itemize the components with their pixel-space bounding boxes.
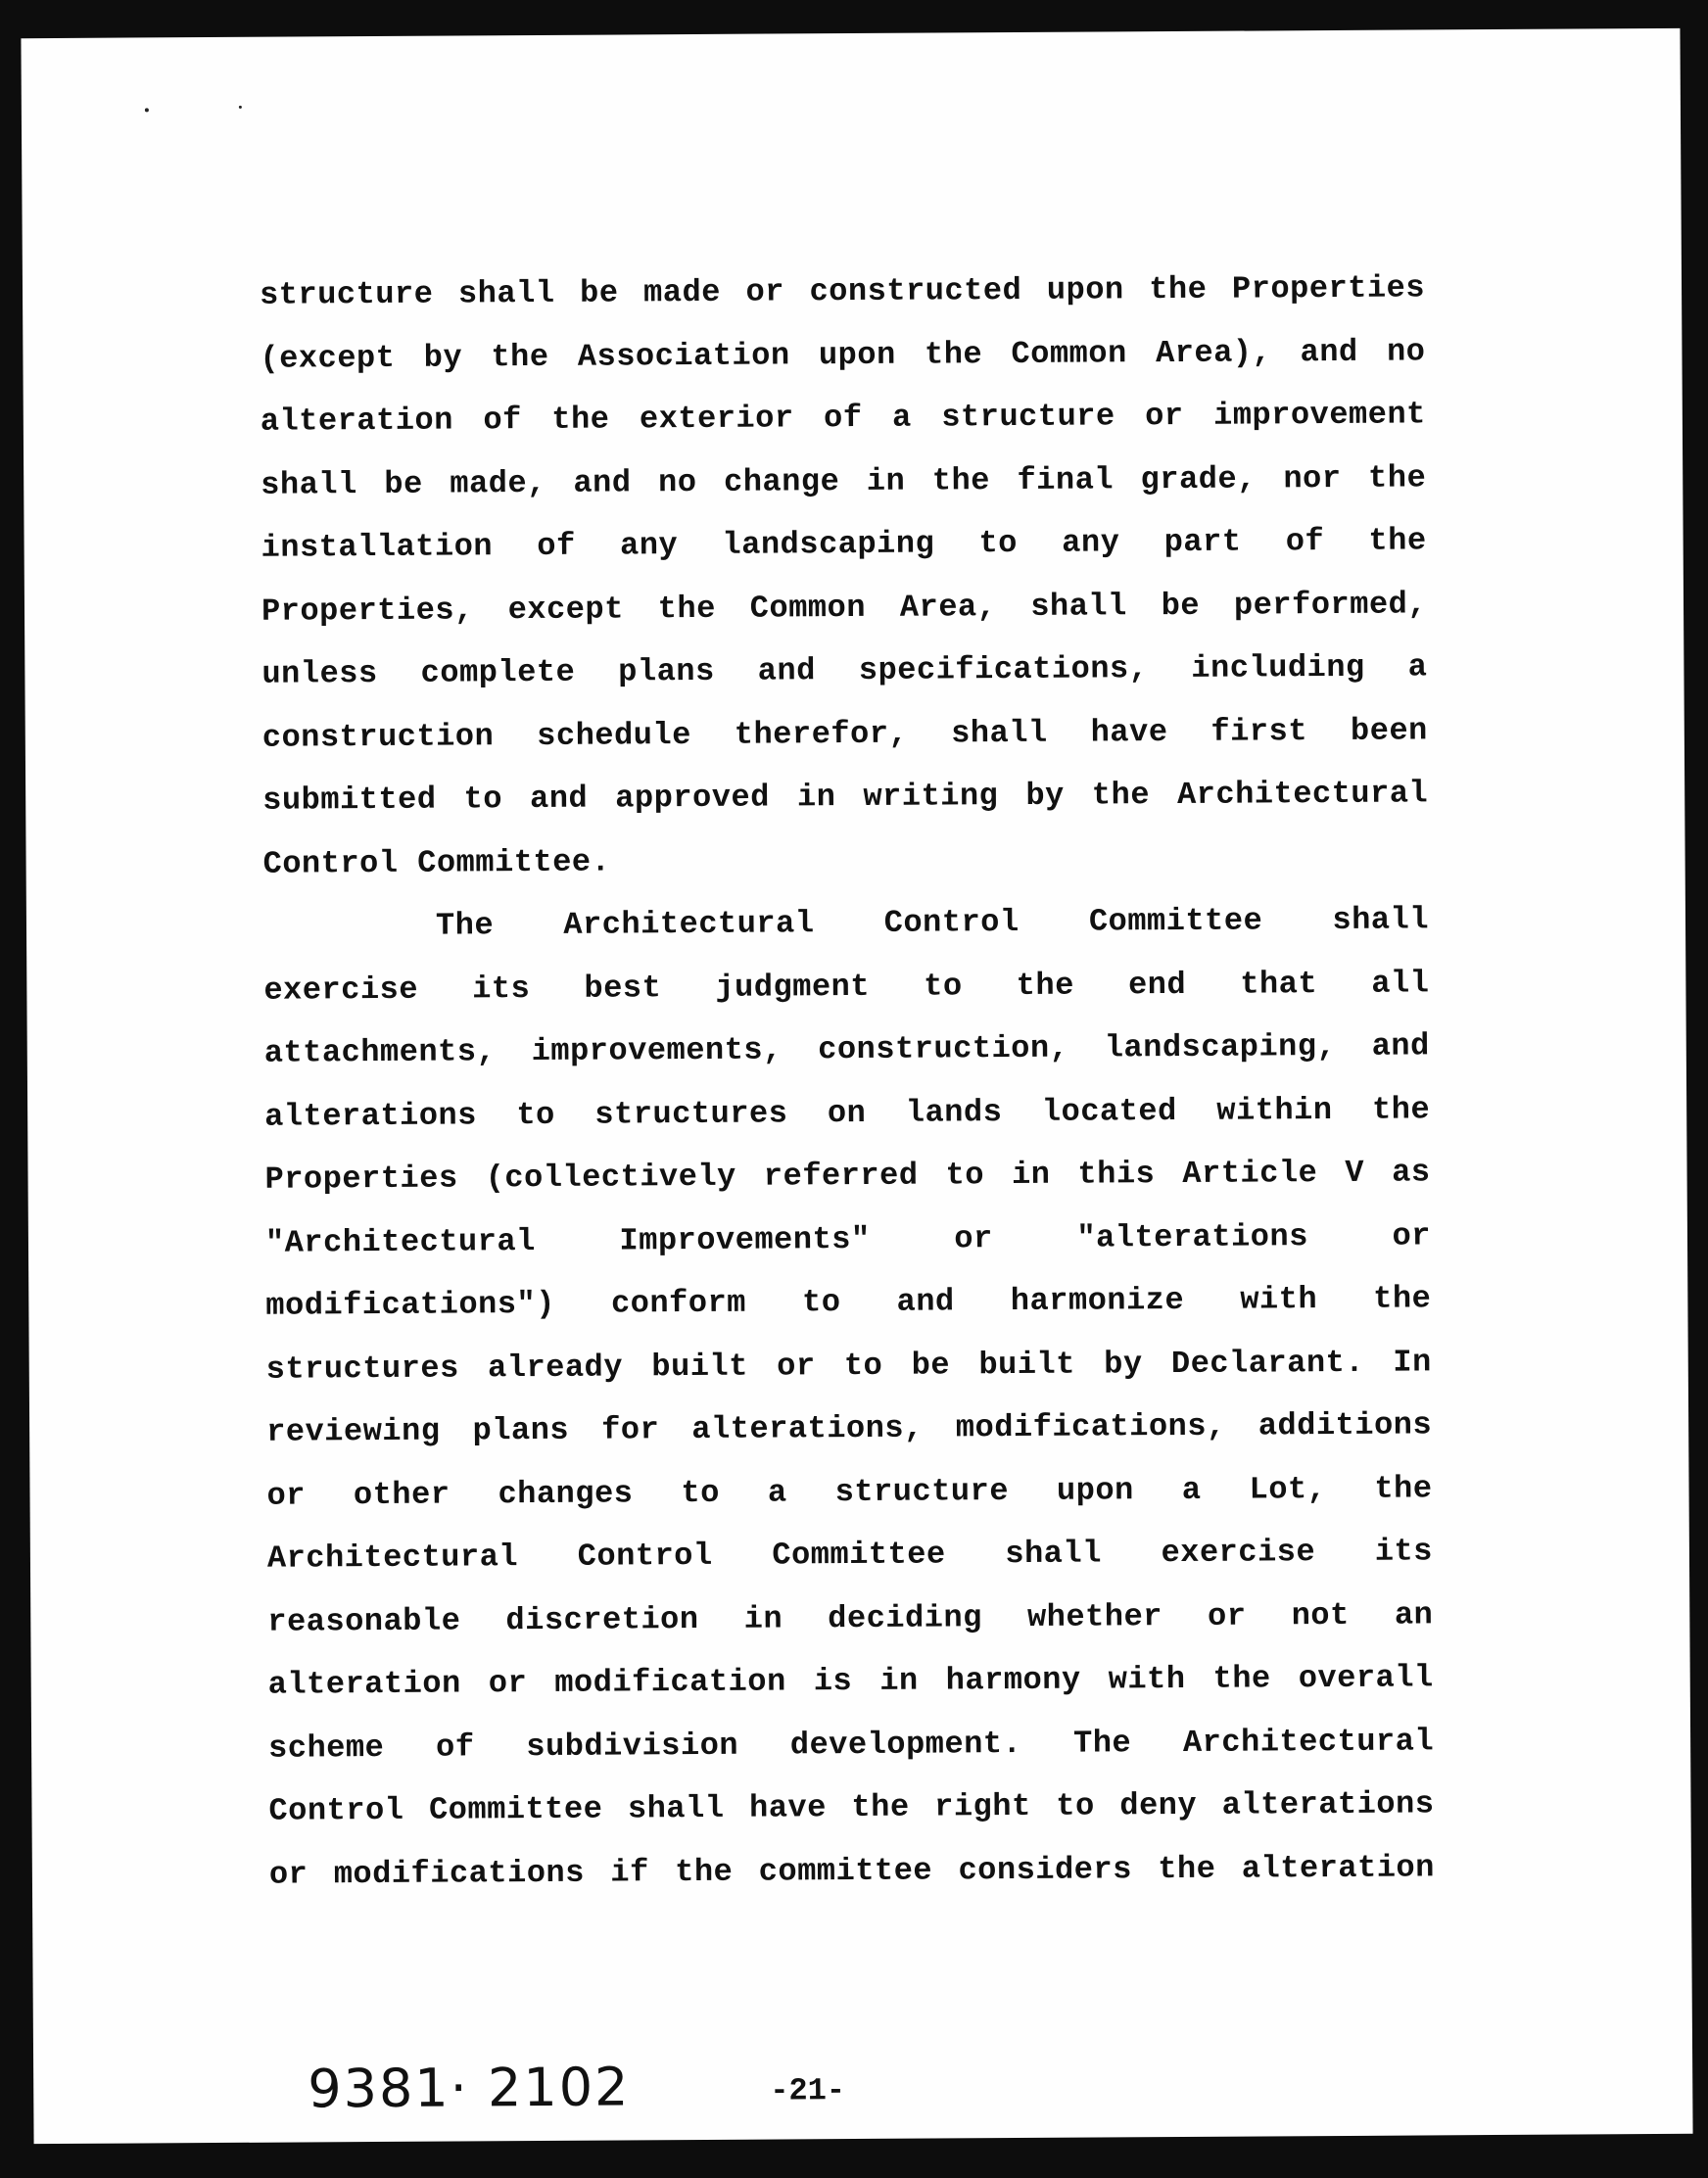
document-code: 9381· 2102 xyxy=(308,2056,631,2120)
text-line: Architectural Control Committee shall exercise its xyxy=(266,1533,1434,1577)
text-line: modifications") conform to and harmonize with the xyxy=(265,1280,1432,1324)
body-text xyxy=(260,257,1435,1906)
page-footer xyxy=(33,2050,1692,2128)
scan-speck xyxy=(145,108,149,112)
text-line: "Architectural Improvements" or "alterations or xyxy=(264,1216,1432,1261)
paragraph-start-line: The Architectural Control Committee shall xyxy=(435,901,1430,944)
text-line: unless complete plans and specifications, including a xyxy=(261,648,1428,692)
text-line: alteration or modification is in harmony with the overall xyxy=(267,1659,1434,1703)
text-line: alteration of the exterior of a structure or improvement xyxy=(260,396,1426,440)
page-number: -21- xyxy=(770,2072,846,2109)
text-line: scheme of subdivision development. The Architectural xyxy=(268,1722,1435,1767)
text-line: Control Committee. xyxy=(262,843,611,882)
text-line: or other changes to a structure upon a Lot, the xyxy=(266,1469,1433,1514)
text-line: or modifications if the committee considers the alteration xyxy=(268,1848,1435,1893)
text-line: (except by the Association upon the Common Area), and no xyxy=(260,332,1426,377)
text-line: structure shall be made or constructed upon the Properties xyxy=(259,269,1426,313)
text-line: submitted to and approved in writing by the Architectural xyxy=(262,775,1429,819)
text-line: attachments, improvements, construction, landscaping, and xyxy=(263,1027,1430,1071)
text-line: Properties (collectively referred to in this Article V as xyxy=(264,1154,1431,1198)
text-line: alterations to structures on lands located within the xyxy=(264,1090,1431,1135)
scan-speck xyxy=(239,106,242,109)
text-line: shall be made, and no change in the final grade, nor the xyxy=(261,458,1427,503)
text-line: Control Committee shall have the right to deny alterations xyxy=(268,1785,1435,1829)
text-line: reviewing plans for alterations, modifications, additions xyxy=(266,1406,1433,1450)
document-page xyxy=(21,28,1692,2144)
text-line: structures already built or to be built by Declarant. In xyxy=(265,1343,1432,1388)
text-line: Properties, except the Common Area, shall be performed, xyxy=(261,585,1428,630)
text-line: exercise its best judgment to the end that all xyxy=(263,964,1430,1009)
text-line: reasonable discretion in deciding whether or not an xyxy=(267,1595,1434,1640)
text-line: installation of any landscaping to any part of the xyxy=(261,522,1427,566)
text-line: construction schedule therefor, shall have first been xyxy=(261,711,1428,756)
